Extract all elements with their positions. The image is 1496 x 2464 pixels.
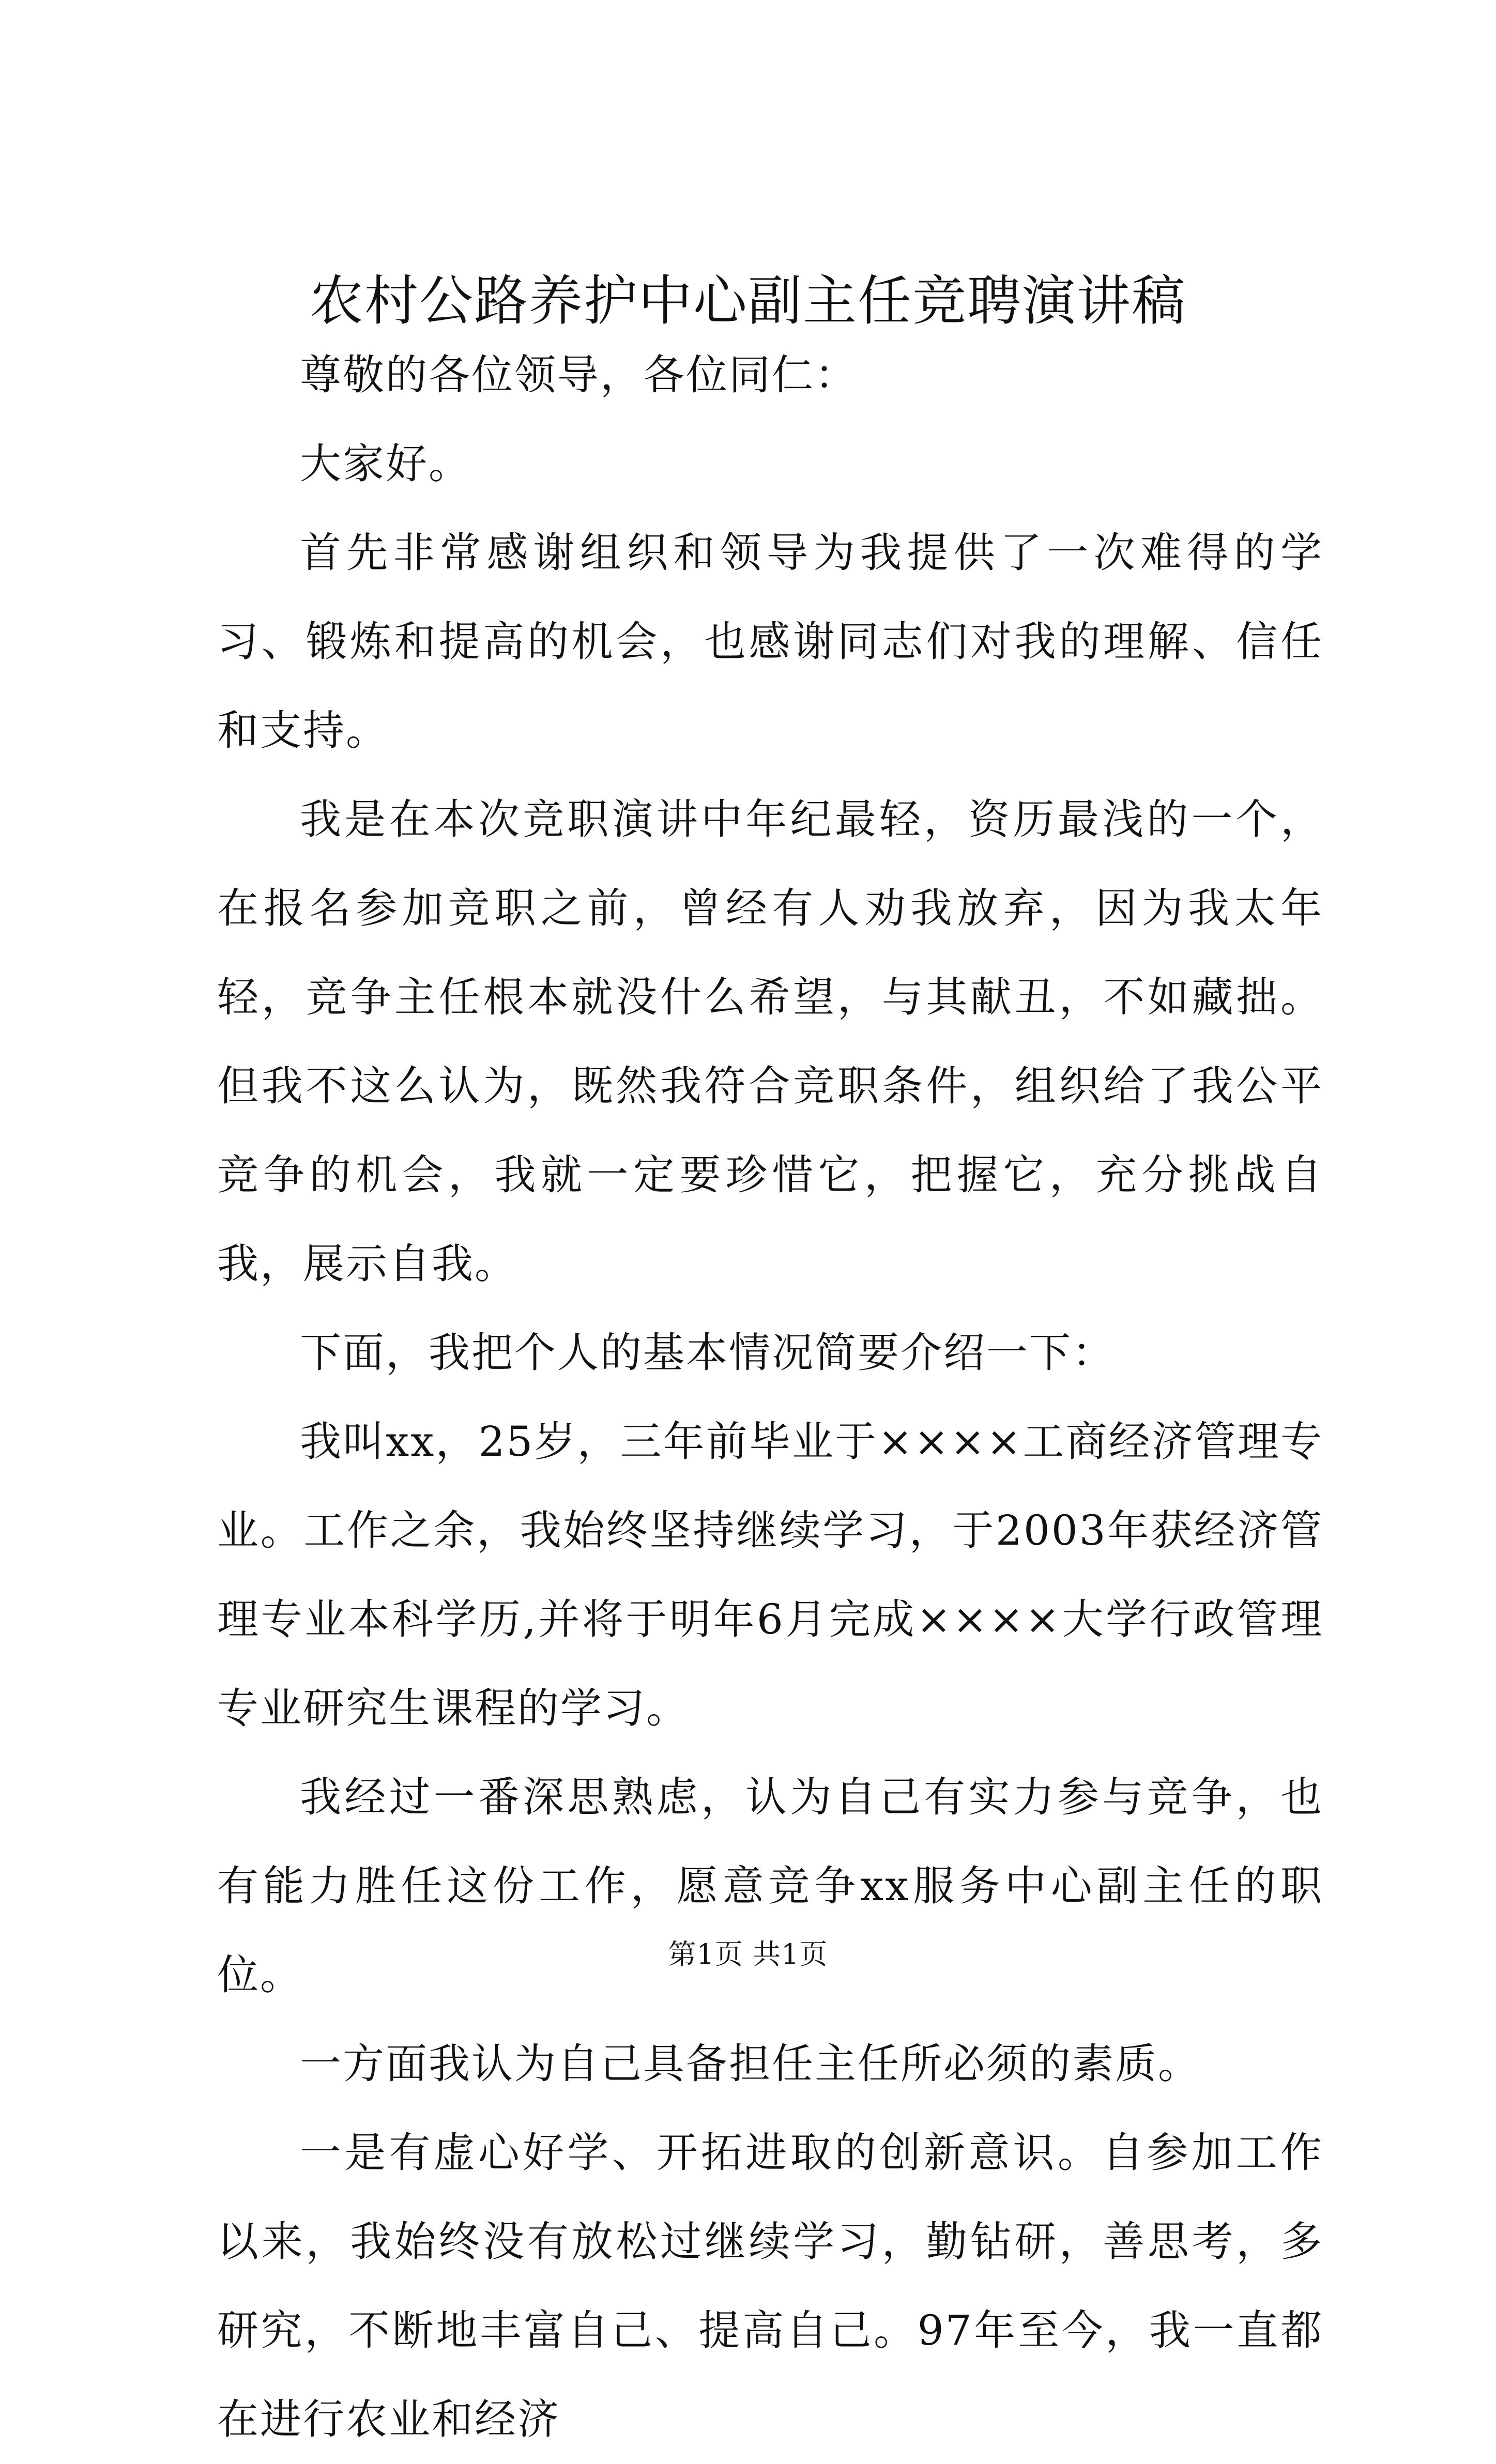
motivation-paragraph: 我是在本次竞职演讲中年纪最轻，资历最浅的一个，在报名参加竞职之前，曾经有人劝我放弃，因为我太年轻，竞争主任根本就没什么希望，与其献丑，不如藏拙。但我不这么认为，既然我符合竞职条件，组织给了我公平竞争的机会，我就一定要珍惜它，把握它，充分挑战自我，展示自我。 [217, 795, 1323, 1288]
position-paragraph: 我经过一番深思熟虑，认为自己有实力参与竞争，也有能力胜任这份工作，愿意竞争xx服务中心副主任的职位。 [217, 1773, 1323, 1999]
qualities-paragraph: 一方面我认为自己具备担任主任所必须的素质。 [300, 2040, 1201, 2088]
intro-lead-paragraph: 下面，我把个人的基本情况简要介绍一下： [300, 1329, 1115, 1377]
document-body [217, 331, 1323, 2464]
document-title: 农村公路养护中心副主任竞聘演讲稿 [309, 269, 1186, 332]
thanks-paragraph: 首先非常感谢组织和领导为我提供了一次难得的学习、锻炼和提高的机会，也感谢同志们对我的理解、信任和支持。 [217, 529, 1323, 754]
first-quality-paragraph: 一是有虚心好学、开拓进取的创新意识。自参加工作以来，我始终没有放松过继续学习，勤钻研，善思考，多研究，不断地丰富自己、提高自己。97年至今，我一直都在进行农业和经济 [217, 2129, 1323, 2443]
page-number-footer: 第1页 共1页 [668, 1938, 828, 1970]
background-paragraph: 我叫xx，25岁，三年前毕业于××××工商经济管理专业。工作之余，我始终坚持继续学习，于2003年获经济管理专业本科学历,并将于明年6月完成××××大学行政管理专业研究生课程的学习。 [217, 1418, 1323, 1732]
salutation-paragraph: 尊敬的各位领导，各位同仁： [300, 351, 858, 399]
greeting-paragraph: 大家好。 [300, 440, 471, 488]
